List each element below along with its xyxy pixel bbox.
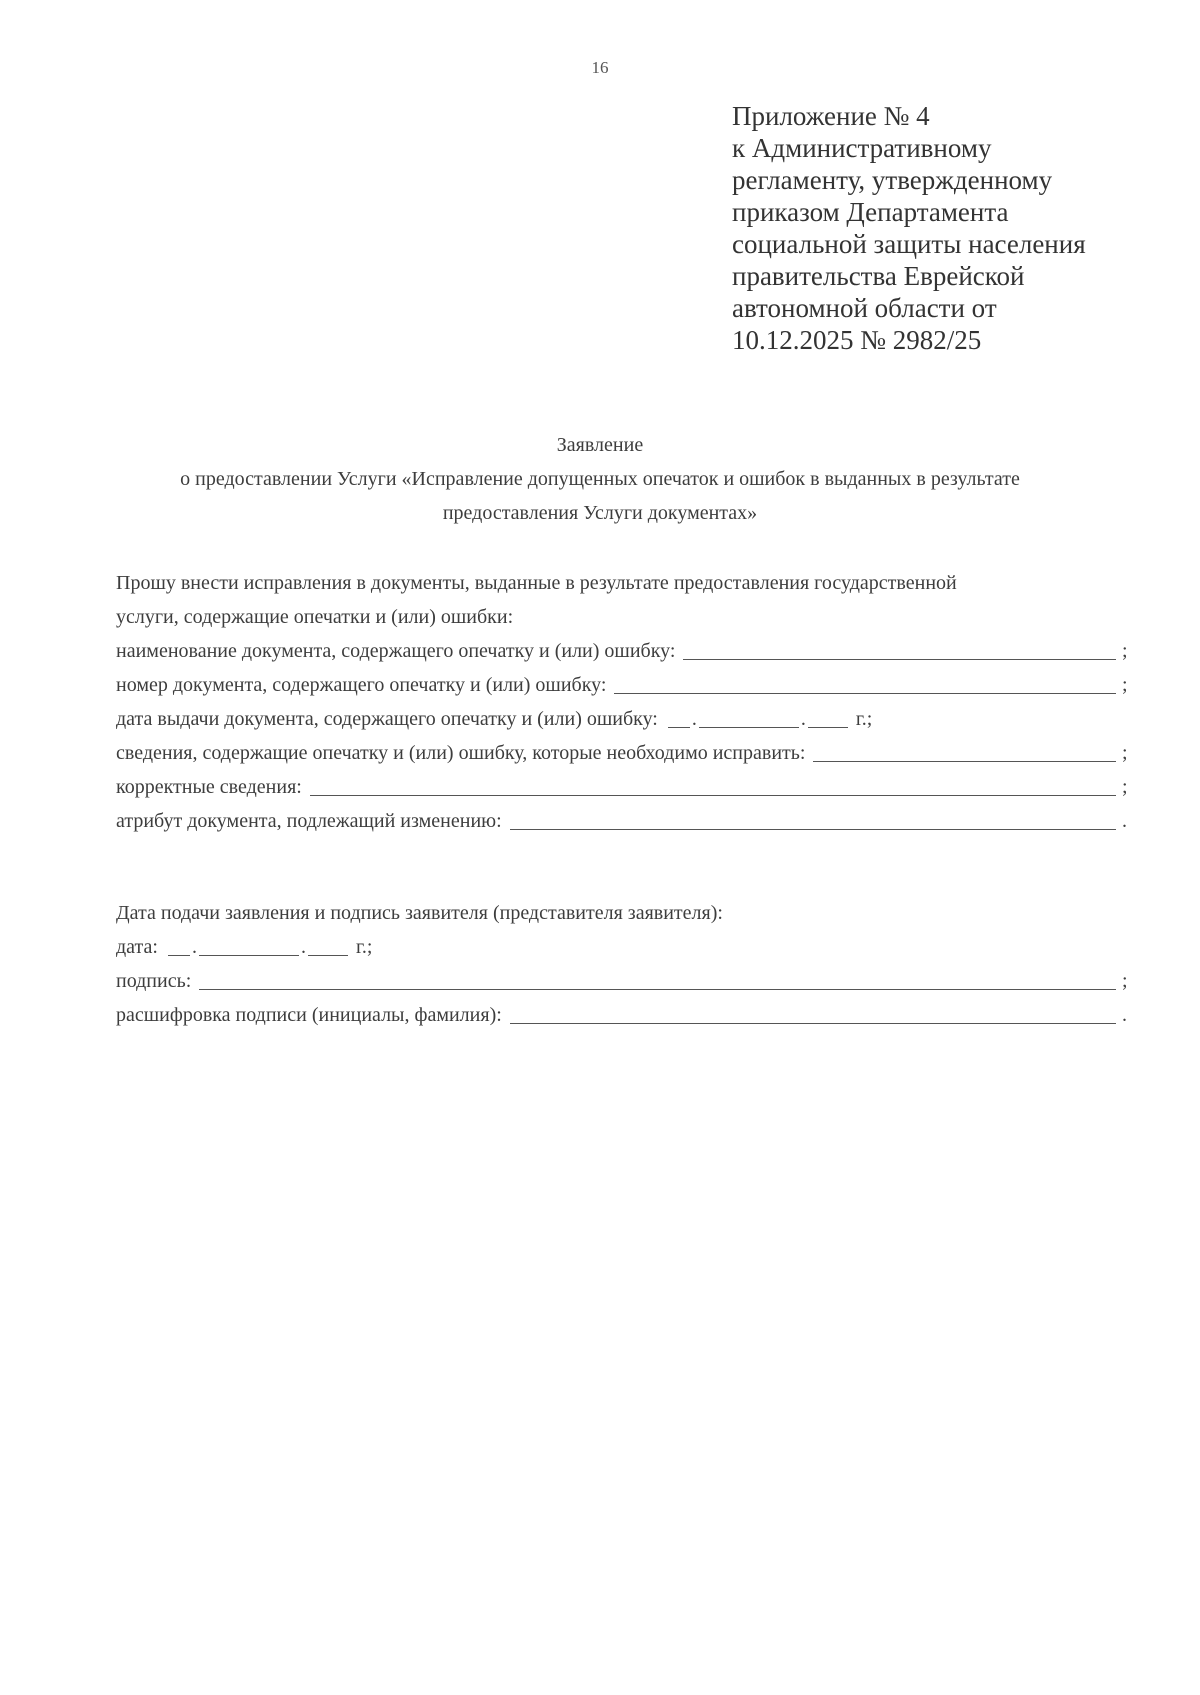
appendix-line: социальной защиты населения bbox=[732, 229, 1086, 259]
correct-info-label: корректные сведения: bbox=[116, 776, 302, 798]
request-intro-text: услуги, содержащие опечатки и (или) ошибки: bbox=[116, 606, 514, 628]
submission-month-field[interactable] bbox=[199, 954, 299, 956]
punctuation: ; bbox=[1122, 742, 1128, 764]
issue-month-field[interactable] bbox=[699, 726, 799, 728]
wrong-info-label: сведения, содержащие опечатку и (или) ошибку, которые необходимо исправить: bbox=[116, 742, 806, 764]
request-intro-line bbox=[116, 600, 1136, 634]
page-number: 16 bbox=[591, 58, 609, 77]
appendix-line: приказом Департамента bbox=[732, 197, 1009, 227]
doc-name-row bbox=[116, 634, 1136, 668]
request-section bbox=[116, 566, 1136, 838]
doc-name-label: наименование документа, содержащего опечатку и (или) ошибку: bbox=[116, 640, 676, 662]
signature-decoding-field[interactable] bbox=[510, 1022, 1116, 1024]
punctuation: ; bbox=[1122, 970, 1128, 992]
wrong-info-row bbox=[116, 736, 1136, 770]
doc-number-label: номер документа, содержащего опечатку и (или) ошибку: bbox=[116, 674, 607, 696]
doc-number-field[interactable] bbox=[614, 692, 1116, 694]
appendix-line: правительства Еврейской bbox=[732, 261, 1025, 291]
signature-field[interactable] bbox=[199, 988, 1116, 990]
form-heading bbox=[0, 428, 1200, 530]
punctuation: . bbox=[1122, 1004, 1127, 1026]
attribute-row bbox=[116, 804, 1136, 838]
correct-info-field[interactable] bbox=[310, 794, 1116, 796]
attribute-field[interactable] bbox=[510, 828, 1116, 830]
issue-date-row bbox=[116, 702, 1136, 736]
submission-year-field[interactable] bbox=[308, 954, 348, 956]
wrong-info-field[interactable] bbox=[813, 760, 1116, 762]
signature-section bbox=[116, 896, 1136, 1032]
submission-date-label: дата: bbox=[116, 936, 158, 958]
appendix-line: Приложение № 4 bbox=[732, 101, 930, 131]
issue-date-label: дата выдачи документа, содержащего опечатку и (или) ошибку: bbox=[116, 708, 658, 730]
correct-info-row bbox=[116, 770, 1136, 804]
signature-intro-text: Дата подачи заявления и подпись заявителя (представителя заявителя): bbox=[116, 902, 723, 924]
appendix-line: автономной области от bbox=[732, 293, 997, 323]
appendix-line: к Административному bbox=[732, 133, 992, 163]
doc-number-row bbox=[116, 668, 1136, 702]
signature-decoding-row bbox=[116, 998, 1136, 1032]
signature-intro-line bbox=[116, 896, 1136, 930]
signature-decoding-label: расшифровка подписи (инициалы, фамилия): bbox=[116, 1004, 502, 1026]
punctuation: ; bbox=[1122, 776, 1128, 798]
doc-name-field[interactable] bbox=[683, 658, 1116, 660]
date-separator: . bbox=[300, 936, 306, 958]
date-separator: . bbox=[800, 708, 806, 730]
punctuation: ; bbox=[1122, 640, 1128, 662]
attribute-label: атрибут документа, подлежащий изменению: bbox=[116, 810, 502, 832]
appendix-line: регламенту, утвержденному bbox=[732, 165, 1053, 195]
year-suffix: г.; bbox=[355, 936, 373, 958]
issue-day-field[interactable] bbox=[668, 726, 690, 728]
punctuation: . bbox=[1122, 810, 1127, 832]
year-suffix: г.; bbox=[855, 708, 873, 730]
form-subtitle-line: предоставления Услуги документах» bbox=[442, 502, 758, 524]
date-separator: . bbox=[691, 708, 697, 730]
appendix-header bbox=[732, 100, 1172, 356]
form-title: Заявление bbox=[556, 434, 644, 456]
request-intro-text: Прошу внести исправления в документы, выданные в результате предоставления государственной bbox=[116, 572, 957, 594]
issue-year-field[interactable] bbox=[808, 726, 848, 728]
request-intro-line bbox=[116, 566, 1136, 600]
submission-day-field[interactable] bbox=[168, 954, 190, 956]
appendix-line: 10.12.2025 № 2982/25 bbox=[732, 325, 982, 355]
date-separator: . bbox=[191, 936, 197, 958]
signature-label: подпись: bbox=[116, 970, 192, 992]
submission-date-row bbox=[116, 930, 1136, 964]
punctuation: ; bbox=[1122, 674, 1128, 696]
signature-row bbox=[116, 964, 1136, 998]
form-subtitle-line: о предоставлении Услуги «Исправление допущенных опечаток и ошибок в выданных в результате bbox=[180, 468, 1020, 490]
